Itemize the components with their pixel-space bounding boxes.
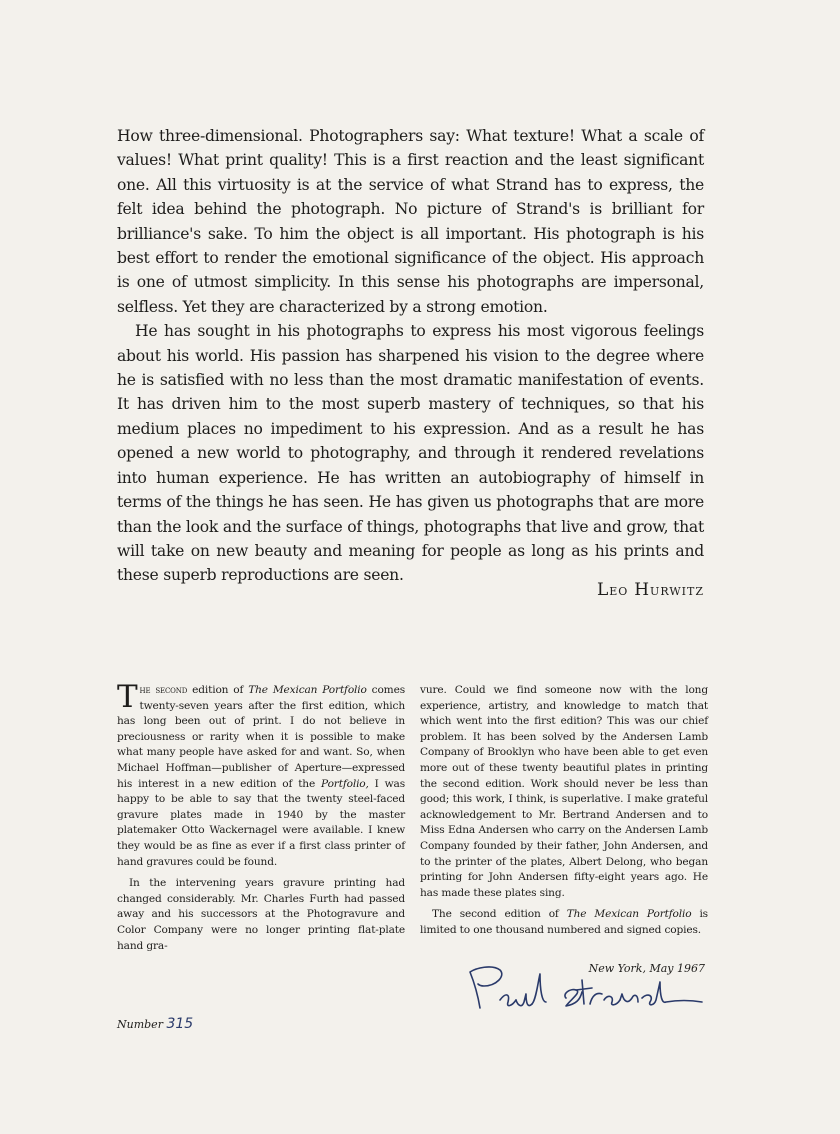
copy-number: Number 315 <box>117 1016 194 1032</box>
note-paragraph-1: The second edition of The Mexican Portfolio comes twenty-seven years after the first edition, which has long been out of print. I do not believe in preciousness or rarity when it is possible to make what many people have asked for and want. So, when Michael Hoffman—publisher of Aperture—expressed his interest in a new edition of the Portfolio, I was happy to be able to say that the twenty steel-faced gravure plates made in 1940 by the master platemaker Otto Wackernagel were available. I knew they would be as fine as ever if a first class printer of hand gravures could be found. <box>117 679 405 868</box>
place-date: New York, May 1967 <box>588 962 705 975</box>
note-paragraph-2: In the intervening years gravure printing had changed considerably. Mr. Charles Furth had passed away and his successors at the Photogravure and Color Company were no longer printing flat-plate hand gra- <box>117 877 405 952</box>
essay-text <box>117 124 704 588</box>
note-paragraph-3: The second edition of The Mexican Portfolio is limited to one thousand numbered and signed copies. <box>420 908 708 936</box>
essay-author: Leo Hurwitz <box>596 580 704 600</box>
signature-image <box>466 960 706 1020</box>
note-paragraph-2-continued: vure. Could we find someone now with the long experience, artistry, and knowledge to match that which went into the first edition? This was our chief problem. It has been solved by the Andersen Lamb Company of Brooklyn who have been able to get even more out of these twenty beautiful plates in printing the second edition. Work should never be less than good; this work, I think, is superlative. I make grateful acknowledgement to Mr. Bertrand Andersen and to Miss Edna Andersen who carry on the Andersen Lamb Company founded by their father, John Andersen, and to the printer of the plates, Albert Delong, who began printing for John Andersen fifty-eight years ago. He has made these plates sing. <box>420 684 708 899</box>
drop-cap: T <box>117 679 138 715</box>
essay-paragraph-2: He has sought in his photographs to express his most vigorous feelings about his world. His passion has sharpened his vision to the degree where he is satisfied with no less than the most dramatic manifestation of events. It has driven him to the most superb mastery of techniques, so that his medium places no impediment to his expression. And as a result he has opened a new world to photography, and through it rendered revelations into human experience. He has written an autobiography of himself in terms of the things he has seen. He has given us photographs that are more than the look and the surface of things, photographs that live and grow, that will take on new beauty and meaning for people as long as his prints and these superb reproductions are seen. <box>117 322 704 585</box>
essay-paragraph-1: How three-dimensional. Photographers say: What texture! What a scale of values! What print quality! This is a first reaction and the least significant one. All this virtuosity is at the service of what Strand has to express, the felt idea behind the photograph. No picture of Strand's is brilliant for brilliance's sake. To him the object is all important. His photograph is his best effort to render the emotional significance of the object. His approach is one of utmost simplicity. In this sense his photographs are impersonal, selfless. Yet they are characterized by a strong emotion. <box>117 127 704 316</box>
note-column-right <box>420 683 708 939</box>
note-column-left <box>117 679 405 954</box>
copy-number-value: 315 <box>166 1016 194 1032</box>
